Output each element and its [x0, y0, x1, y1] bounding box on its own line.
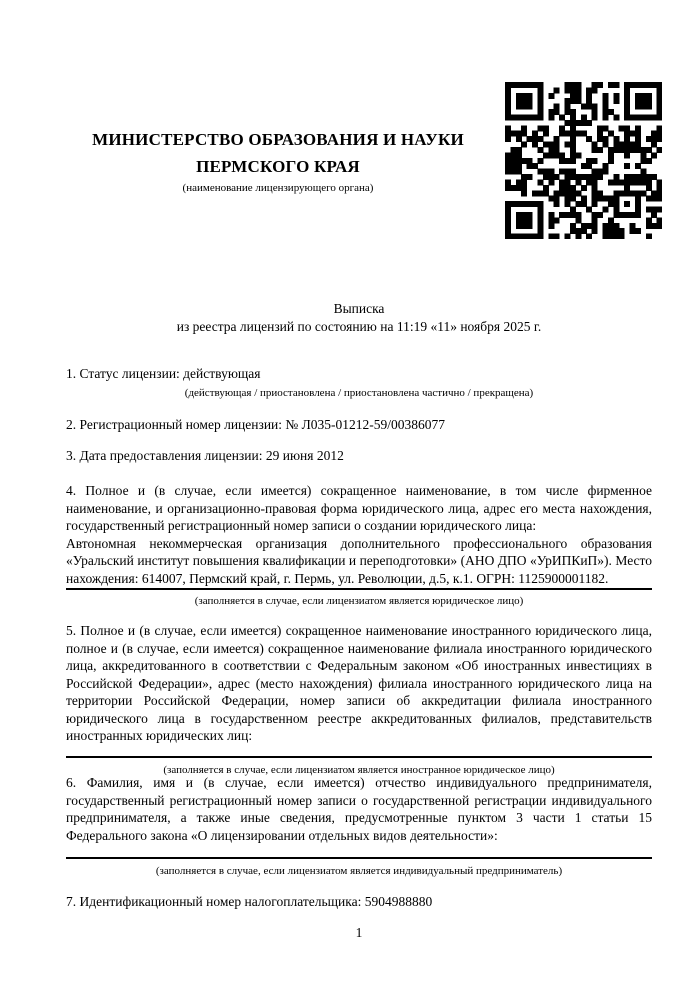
- entrepreneur-caption: (заполняется в случае, если лицензиатом является индивидуальный предприниматель): [155, 865, 563, 877]
- foreign-entity-label: 5. Полное и (в случае, если имеется) сокращенное наименование иностранного юридического лица, полное и (в случае, если имеется) сокращенное наименование филиала иностранного юридического лица, аккредитованного в соответствии с Федеральным законом «Об иностранных инвестициях в Российской Федерации», адрес (место нахождения) филиала иностранного юридического лица на территории Российской Федерации, номер записи об аккредитации филиала иностранного юридического лица в государственном реестре аккредитованных филиалов, представительств иностранных юридических лиц:: [66, 623, 652, 743]
- entrepreneur-label: 6. Фамилия, имя и (в случае, если имеется) отчество индивидуального предпринимателя, государственный регистрационный номер записи о государственной регистрации индивидуального предпринимателя, а также иные сведения, предусмотренные пунктом 3 части 1 статьи 15 Федерального закона «О лицензировании отдельных видов деятельности»:: [66, 775, 652, 843]
- legal-entity-value: Автономная некоммерческая организация дополнительного профессионального образования «Уральский институт повышения квалификации и переподготовки» (АНО ДПО «УрИПКиП»). Место нахождения: 614007, Пермский край, г. Пермь, ул. Революции, д.5, к.1. ОГРН: 1125900001182.: [66, 535, 652, 586]
- extract-date-line: из реестра лицензий по состоянию на 11:19 «11» ноября 2025 г.: [176, 318, 542, 334]
- legal-entity-label: 4. Полное и (в случае, если имеется) сокращенное наименование, в том числе фирменное наименование, и организационно-правовая форма юридического лица, адрес его места нахождения, государственный регистрационный номер записи о создании юридического лица:: [66, 483, 652, 533]
- authority-caption: (наименование лицензирующего органа): [182, 182, 374, 194]
- legal-entity-caption: (заполняется в случае, если лицензиатом является юридическое лицо): [194, 595, 524, 607]
- extract-title: Выписка: [333, 301, 385, 316]
- item-individual-entrepreneur-info: [66, 774, 652, 878]
- taxpayer-number-text: 7. Идентификационный номер налогоплательщика: 5904988880: [66, 894, 433, 909]
- page-number: 1: [355, 925, 363, 940]
- grant-date-text: 3. Дата предоставления лицензии: 29 июня 2012: [66, 448, 344, 463]
- license-status-caption: (действующая / приостановлена / приостановлена частично / прекращена): [184, 386, 534, 399]
- item-license-grant-date: [66, 447, 652, 465]
- item-registration-number: [66, 416, 652, 434]
- underline-rule: [66, 857, 652, 859]
- ministry-name-line2: ПЕРМСКОГО КРАЯ: [196, 157, 360, 176]
- item-license-status: [66, 365, 652, 400]
- document-title: [66, 300, 652, 335]
- item-foreign-entity-info: [66, 622, 652, 777]
- license-authority-header: [66, 126, 490, 195]
- item-legal-entity-info: [66, 482, 652, 608]
- ministry-name-line1: МИНИСТЕРСТВО ОБРАЗОВАНИЯ И НАУКИ: [92, 130, 464, 149]
- underline-rule: [66, 756, 652, 758]
- underline-rule: [66, 588, 652, 590]
- license-status-text: 1. Статус лицензии: действующая: [66, 366, 261, 381]
- foreign-entity-caption: (заполняется в случае, если лицензиатом является иностранное юридическое лицо): [163, 763, 555, 776]
- registration-number-text: 2. Регистрационный номер лицензии: № Л035-01212-59/00386077: [66, 417, 446, 432]
- qr-code: [505, 82, 662, 239]
- item-taxpayer-number: [66, 893, 652, 911]
